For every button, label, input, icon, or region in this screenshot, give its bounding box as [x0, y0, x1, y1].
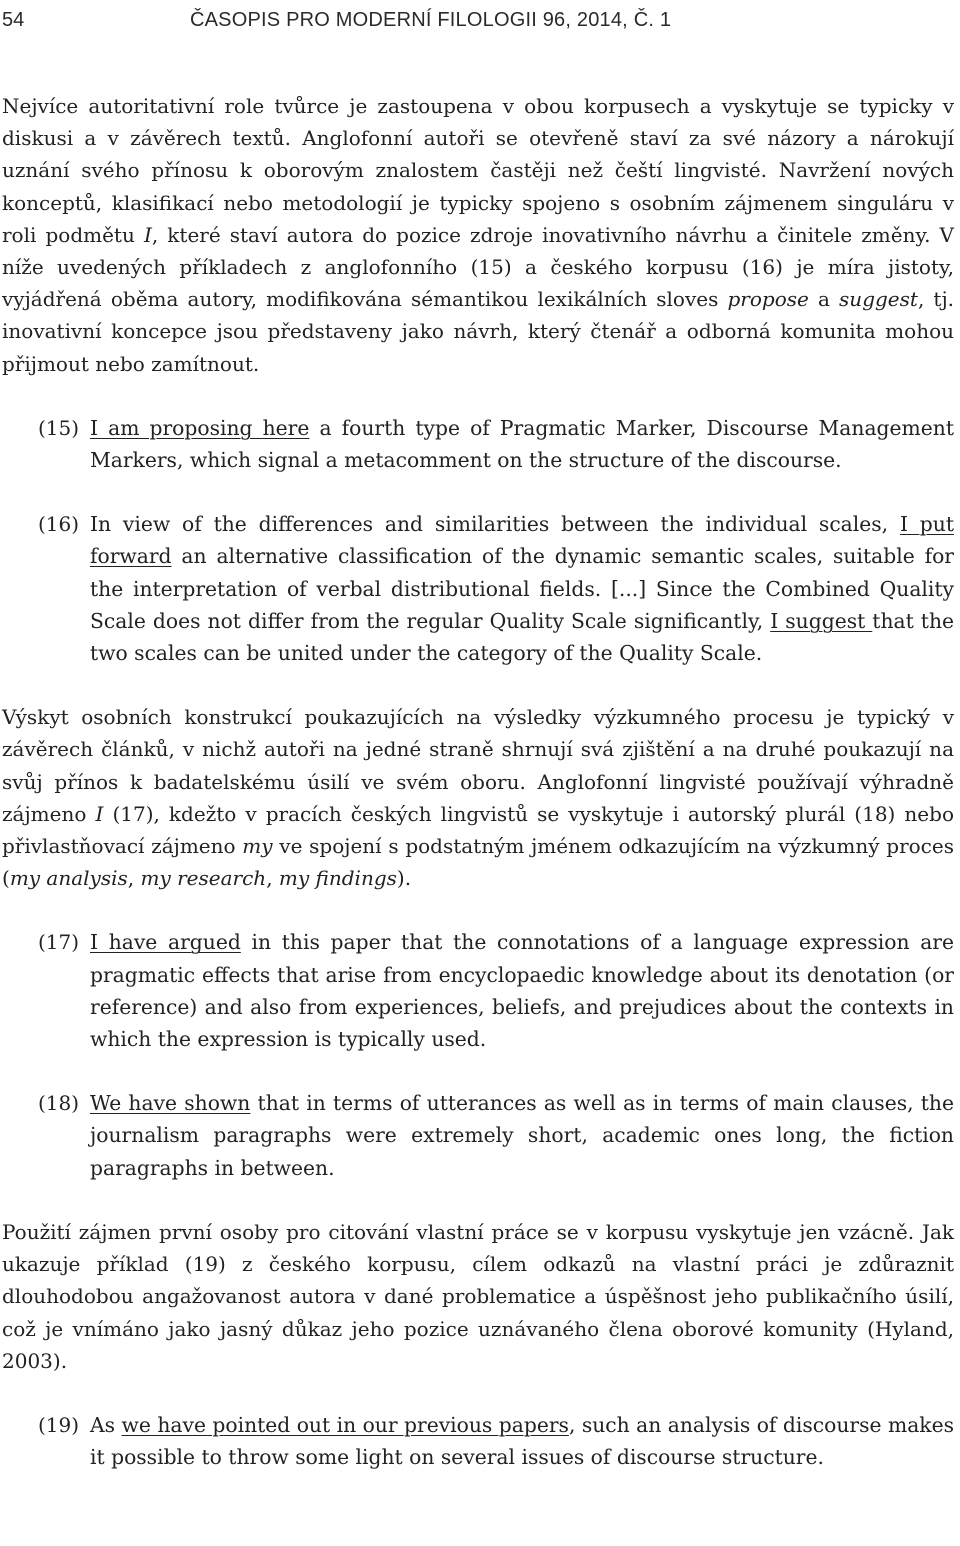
- example-15: [2, 412, 954, 476]
- body-paragraph: Použití zájmen první osoby pro citování vlastní práce se v korpusu vyskytuje jen vzácně. Jak ukazuje příklad (19) z českého korpusu, cílem odkazů na vlastní práci je zdůraznit dlouhodobou angažovanost autora v dané problematice a úspěšnost jeho publikačního úsilí, což je vnímáno jako jasný důkaz jeho pozice uznávaného člena oborové komunity (Hyland, 2003).: [2, 1219, 954, 1373]
- example-number: (17): [38, 930, 80, 955]
- example-text: In view of the differences and similarities between the individual scales, I put forward an alternative classification of the dynamic semantic scales, suitable for the interpretation of verbal distributional fields. [...] Since the Combined Quality Scale does not differ from the regular Quality Scale significantly, I suggest that the two scales can be united under the category of the Quality Scale.: [90, 512, 955, 666]
- example-17: [2, 926, 954, 1055]
- example-text: We have shown that in terms of utterances as well as in terms of main clauses, the journalism paragraphs were extremely short, academic ones long, the fiction paragraphs in between.: [90, 1091, 954, 1180]
- example-text: I have argued in this paper that the connotations of a language expression are pragmatic effects that arise from encyclopaedic knowledge about its denotation (or reference) and also from experiences, beliefs, and prejudices about the contexts in which the expression is typically used.: [90, 930, 954, 1052]
- example-number: (18): [38, 1091, 80, 1116]
- example-number: (19): [38, 1412, 80, 1437]
- example-text: I am proposing here a fourth type of Pragmatic Marker, Discourse Management Markers, which signal a metacomment on the structure of the discourse.: [90, 415, 954, 473]
- example-18: [2, 1087, 954, 1184]
- example-16: [2, 508, 954, 669]
- running-head: ČASOPIS PRO MODERNÍ FILOLOGII 96, 2014, Č. 1: [190, 9, 672, 31]
- example-19: [2, 1409, 954, 1473]
- page-number: 54: [2, 9, 25, 31]
- example-number: (15): [38, 415, 80, 440]
- example-number: (16): [38, 512, 80, 537]
- page-header: [0, 4, 960, 36]
- article-body: [2, 90, 954, 1473]
- body-paragraph: Výskyt osobních konstrukcí poukazujících na výsledky výzkumného procesu je typický v závěrech článků, v nichž autoři na jedné straně shrnují svá zjištění a na druhé poukazují na svůj přínos k badatelskému úsilí ve svém oboru. Anglofonní lingvisté používají výhradně zájmeno I (17), kdežto v pracích českých lingvistů se vyskytuje i autorský plurál (18) nebo přivlastňovací zájmeno my ve spojení s podstatným jménem odkazujícím na výzkumný proces (my analysis, my research, my findings).: [2, 705, 954, 891]
- example-text: As we have pointed out in our previous papers, such an analysis of discourse makes it possible to throw some light on several issues of discourse structure.: [90, 1412, 954, 1470]
- body-paragraph: Nejvíce autoritativní role tvůrce je zastoupena v obou korpusech a vyskytuje se typicky v diskusi a v závěrech textů. Anglofonní autoři se otevřeně staví za své názory a nárokují uznání svého přínosu k oborovým znalostem častěji než čeští lingvisté. Navržení nových konceptů, klasifikací nebo metodologií je typicky spojeno s osobním zájmenem singuláru v roli podmětu I, které staví autora do pozice zdroje inovativního návrhu a činitele změny. V níže uvedených příkladech z anglofonního (15) a českého korpusu (16) je míra jistoty, vyjádřená oběma autory, modifikována sémantikou lexikálních sloves propose a suggest, tj. inovativní koncepce jsou představeny jako návrh, který čtenář a odborná komunita mohou přijmout nebo zamítnout.: [2, 94, 955, 376]
